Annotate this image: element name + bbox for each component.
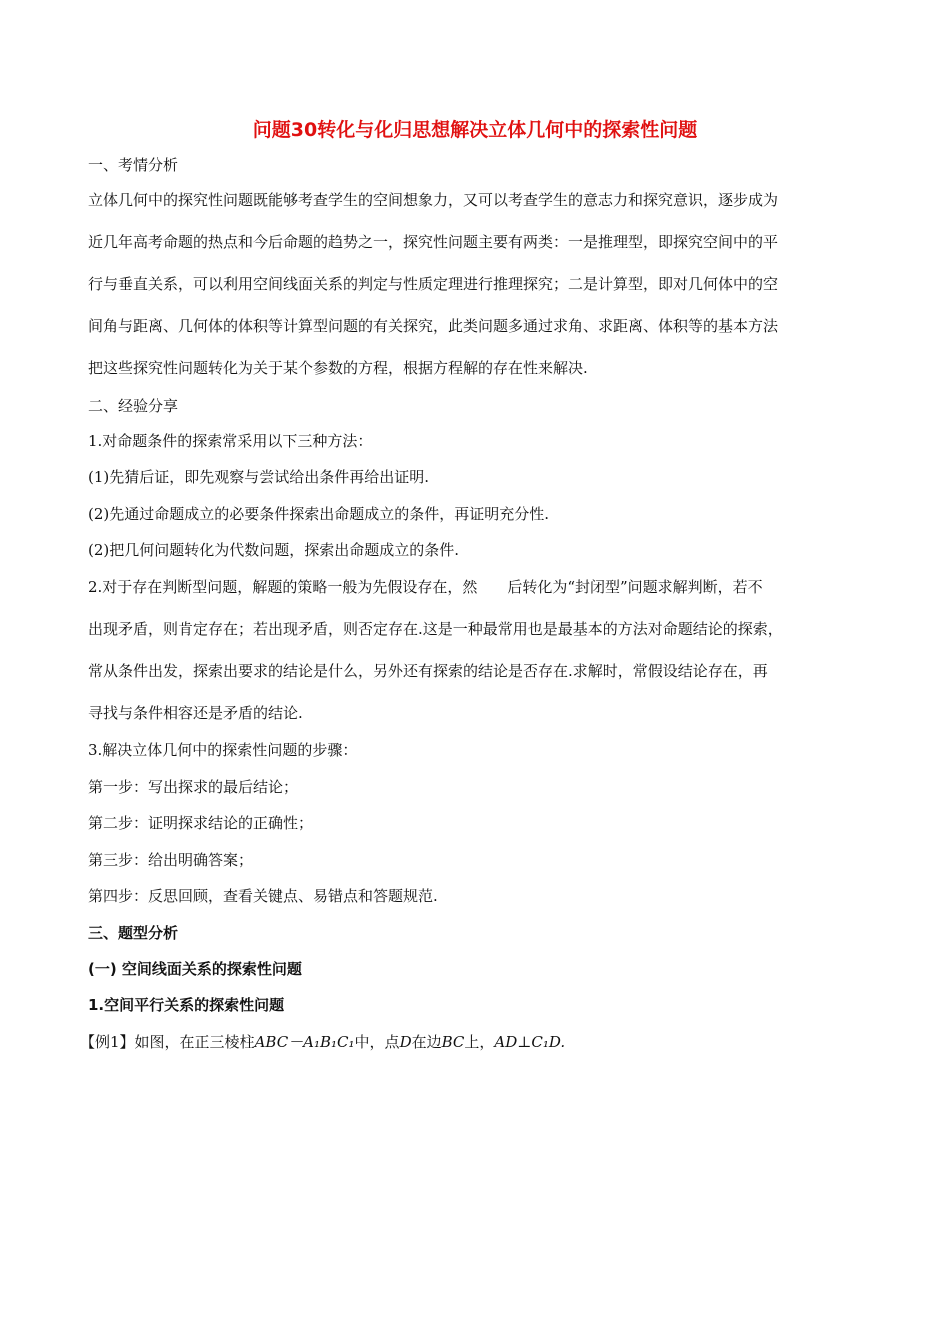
paragraph-line: 把这些探究性问题转化为关于某个参数的方程，根据方程解的存在性来解决. [88, 359, 588, 377]
paragraph-line: 出现矛盾，则肯定存在；若出现矛盾，则否定存在.这是一种最常用也是最基本的方法对命题结论的探索， [88, 620, 783, 638]
math-point: D [399, 1033, 412, 1051]
subsection-heading: (一) 空间线面关系的探索性问题 [88, 960, 302, 978]
example-text: 如图，在正三棱柱 [134, 1033, 255, 1051]
document-title: 问题30转化与化归思想解决立体几何中的探索性问题 [252, 119, 698, 141]
paragraph-line: 间角与距离、几何体的体积等计算型问题的有关探究，此类问题多通过求角、求距离、体积等的基本方法 [88, 317, 779, 335]
paragraph-line: 近几年高考命题的热点和今后命题的趋势之一，探究性问题主要有两类：一是推理型，即探究空间中的平 [88, 233, 779, 251]
subsubsection-heading: 1.空间平行关系的探索性问题 [88, 996, 285, 1014]
section-heading-experience: 二、经验分享 [88, 397, 179, 415]
step-item: 第一步：写出探求的最后结论； [88, 778, 299, 796]
math-edge: BC [441, 1033, 465, 1051]
math-relation: AD⊥C₁D. [494, 1033, 566, 1051]
section-heading-analysis: 一、考情分析 [88, 156, 179, 174]
example-line [80, 1031, 565, 1052]
paragraph-line: 常从条件出发，探索出要求的结论是什么，另外还有探索的结论是否存在.求解时，常假设结论存在，再 [88, 662, 768, 680]
example-text: 中，点 [354, 1033, 400, 1051]
list-subitem: (1)先猜后证，即先观察与尝试给出条件再给出证明. [88, 468, 430, 486]
step-item: 第二步：证明探求结论的正确性； [88, 814, 314, 832]
list-subitem: (2)把几何问题转化为代数问题，探索出命题成立的条件. [88, 541, 460, 559]
example-text: 在边 [411, 1033, 442, 1051]
example-tag: 【例1】 [80, 1033, 135, 1051]
list-subitem: (2)先通过命题成立的必要条件探索出命题成立的条件，再证明充分性. [88, 505, 550, 523]
list-item: 1.对命题条件的探索常采用以下三种方法： [88, 432, 373, 450]
paragraph-line: 立体几何中的探究性问题既能够考查学生的空间想象力，又可以考查学生的意志力和探究意识，逐步成为 [88, 191, 779, 209]
step-item: 第四步：反思回顾，查看关键点、易错点和答题规范. [88, 887, 438, 905]
math-prism: ABC－A₁B₁C₁ [254, 1033, 355, 1051]
paragraph-line: 行与垂直关系，可以利用空间线面关系的判定与性质定理进行推理探究；二是计算型，即对几何体中的空 [88, 275, 779, 293]
paragraph-line: 寻找与条件相容还是矛盾的结论. [88, 704, 303, 722]
step-item: 第三步：给出明确答案； [88, 851, 254, 869]
paragraph-line: 2.对于存在判断型问题，解题的策略一般为先假设存在，然 后转化为“封闭型”问题求解判断，若不 [88, 578, 763, 596]
example-text: 上， [464, 1033, 495, 1051]
list-item: 3.解决立体几何中的探索性问题的步骤： [88, 741, 358, 759]
section-heading-question-types: 三、题型分析 [88, 924, 179, 942]
